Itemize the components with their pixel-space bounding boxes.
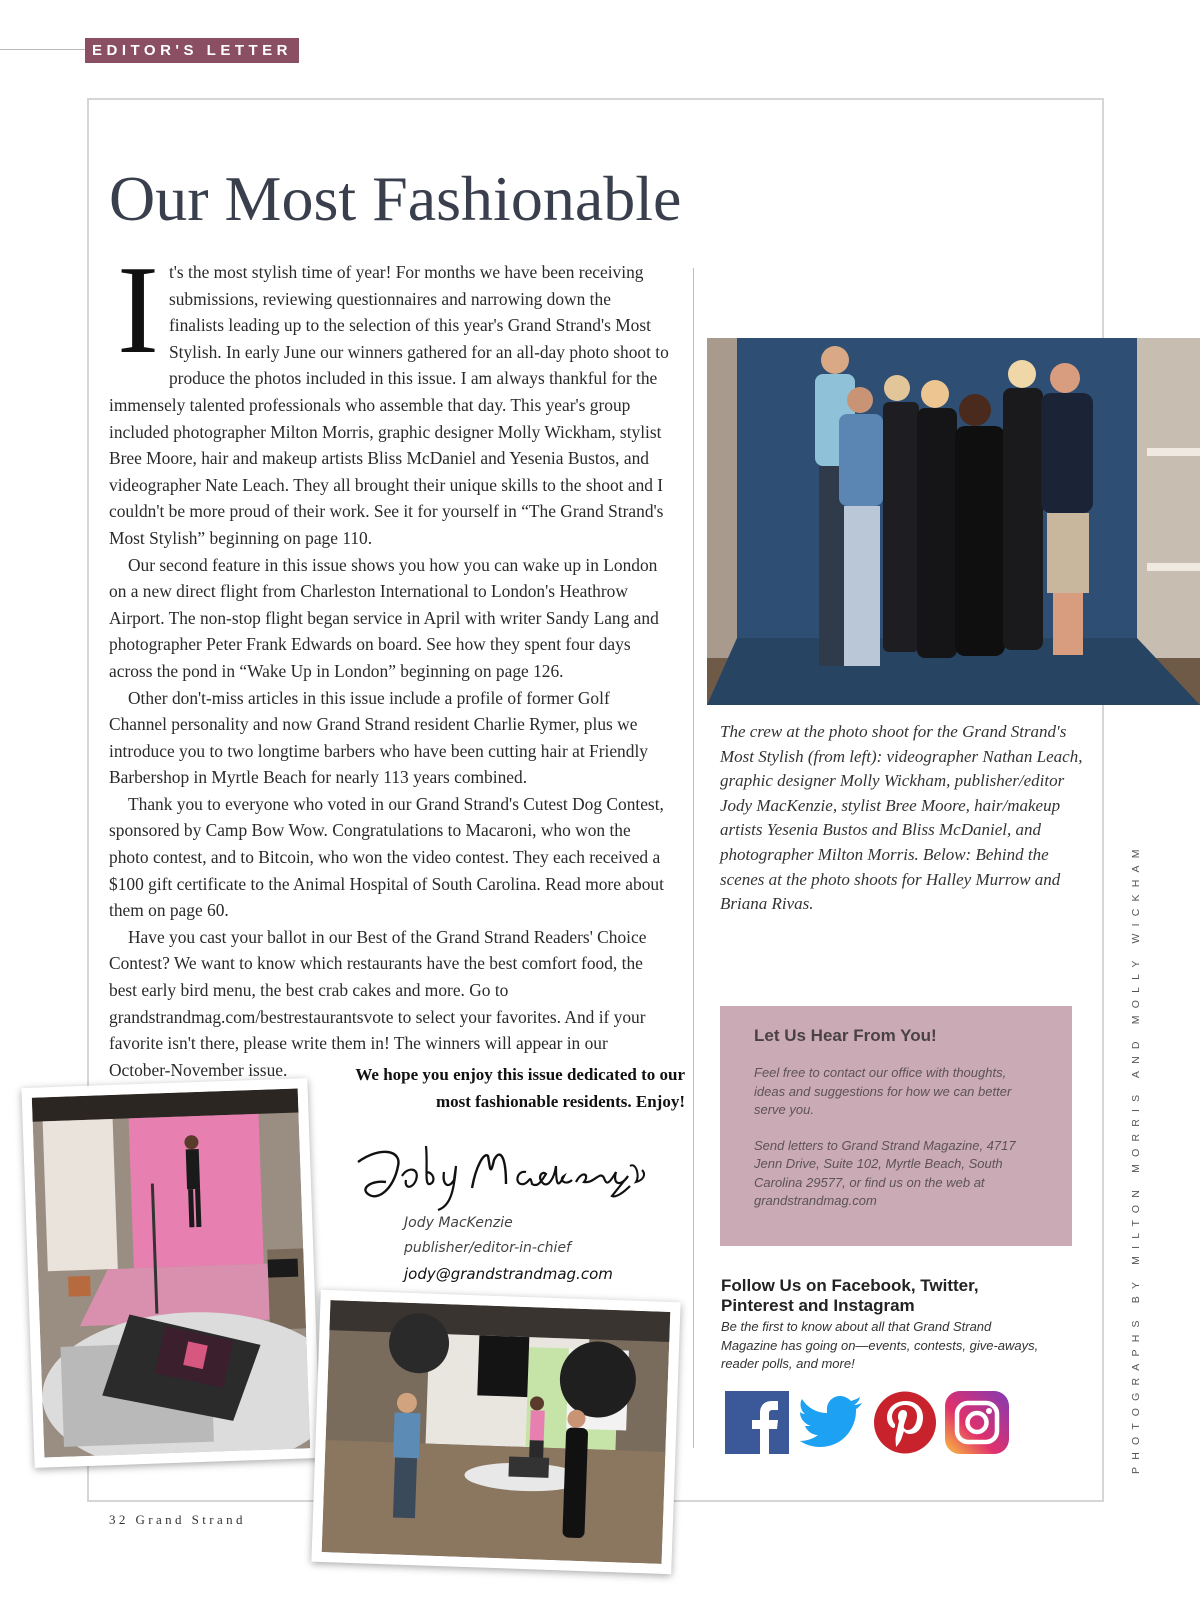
editor-name: Jody MacKenzie (404, 1215, 513, 1231)
behind-scenes-photo-studio (21, 1078, 320, 1468)
page-title: Our Most Fashionable (109, 163, 682, 234)
letter-paragraph: Other don't-miss articles in this issue include a profile of former Golf Channel personality and now Grand Strand resident Charlie Rymer, plus we introduce you to two longtime barbers who have been cutting hair at Friendly Barbershop in Myrtle Beach for nearly 113 years combined. (109, 687, 648, 788)
letter-body (109, 241, 669, 1083)
editor-title: publisher/editor-in-chief (404, 1240, 571, 1256)
letter-paragraph: Have you cast your ballot in our Best of the Grand Strand Readers' Choice Contest? We want to know which restaurants have the best comfort food, the best early bird menu, the best crab cakes and more. Go to grandstrandmag.com/bestrestaurantsvote to select your favorites. And if your favorite isn't there, please write them in! The winners will appear in our October-November issue. (109, 926, 647, 1080)
facebook-icon[interactable] (725, 1391, 789, 1454)
letter-paragraph: Thank you to everyone who voted in our Grand Strand's Cutest Dog Contest, sponsored by Camp Bow Wow. Congratulations to Macaroni, who won the photo contest, and to Bitcoin, who won the video contest. They each received a $100 gift certificate to the Animal Hospital of South Carolina. Read more about them on page 60. (109, 793, 664, 921)
contact-box (720, 1006, 1072, 1246)
letter-paragraph: Our second feature in this issue shows you how you can wake up in London on a new direct flight from Charleston International to London's Heathrow Airport. The non-stop flight began service in April with writer Sandy Lang and photographer Peter Frank Edwards on board. See how they spent four days across the pond in “Wake Up in London” beginning on page 126. (109, 554, 659, 681)
contact-box-title: Let Us Hear From You! (754, 1026, 937, 1045)
letter-paragraph (109, 241, 669, 552)
team-photo (707, 338, 1200, 705)
paragraph-text: t's the most stylish time of year! For months we have been receiving submissions, reviewing questionnaires and narrowing down the finalists leading up to the selection of this year's Grand Strand's Most Stylish. In early June our winners gathered for an all-day photo shoot to produce the photos included in this issue. I am always thankful for the immensely talented professionals who assemble that day. This year's group included photographer Milton Morris, graphic designer Molly Wickham, stylist Bree Moore, hair and makeup artists Bliss McDaniel and Yesenia Bustos, and videographer Nate Leach. They all brought their unique skills to the shoot and I couldn't be more proud of their work. See it for yourself in “The Grand Strand's Most Stylish” beginning on page 110. (109, 262, 669, 548)
drop-cap: I (117, 241, 159, 380)
contact-address-text: Send letters to Grand Strand Magazine, 4717 Jenn Drive, Suite 102, Myrtle Beach, South Carolina 29577, or find us on the web at grandstrandmag.com (754, 1137, 1016, 1208)
behind-scenes-photo-set (311, 1290, 680, 1574)
contact-box-text: Feel free to contact our office with thoughts, ideas and suggestions for how we can better serve you. (754, 1065, 1012, 1117)
photo-credit: PHOTOGRAPHS BY MILTON MORRIS AND MOLLY WICKHAM (1130, 842, 1142, 1474)
signature-image (350, 1136, 650, 1216)
photo-caption: The crew at the photo shoot for the Grand Strand's Most Stylish (from left): videographer Nathan Leach, graphic designer Molly Wickham, publisher/editor Jody MacKenzie, stylist Bree Moore, hair/makeup artists Yesenia Bustos and Bliss McDaniel, and photographer Milton Morris. Below: Behind the scenes at the photo shoots for Halley Murrow and Briana Rivas. (720, 722, 1083, 914)
twitter-icon[interactable] (800, 1391, 864, 1454)
follow-heading: Follow Us on Facebook, Twitter, Pinterest and Instagram (721, 1276, 979, 1315)
section-tag: EDITOR'S LETTER (85, 38, 299, 63)
follow-text: Be the first to know about all that Grand Strand Magazine has going on—events, contests, give-aways, reader polls, and more! (721, 1319, 1039, 1371)
closing-line: We hope you enjoy this issue dedicated to our most fashionable residents. Enjoy! (355, 1065, 685, 1111)
page-folio: 32 Grand Strand (109, 1512, 246, 1527)
instagram-icon[interactable] (945, 1391, 1009, 1454)
editor-email-link[interactable]: jody@grandstrandmag.com (404, 1265, 613, 1283)
pinterest-icon[interactable] (873, 1391, 937, 1454)
header-rule (0, 49, 86, 50)
column-divider (693, 268, 694, 1448)
